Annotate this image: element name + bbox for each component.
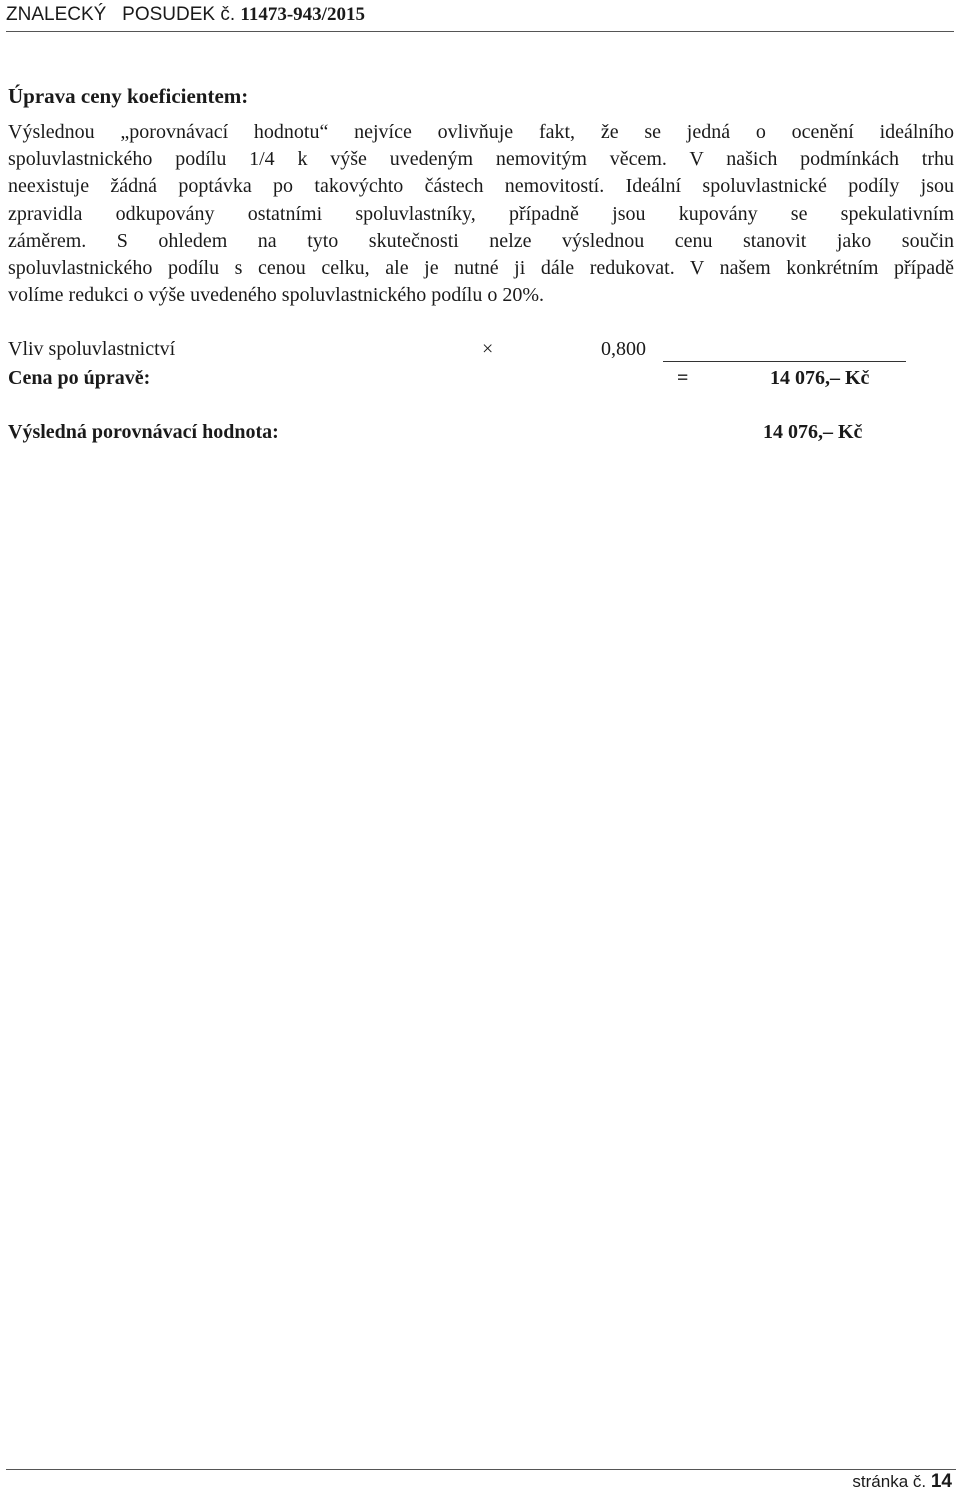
paragraph-line: volíme redukci o výše uvedeného spoluvlastnického podílu o 20%. bbox=[8, 284, 545, 307]
multiply-sign: × bbox=[482, 338, 494, 360]
footer-divider bbox=[6, 1469, 956, 1470]
coefficient-underline bbox=[663, 361, 906, 362]
equals-sign: = bbox=[677, 367, 689, 389]
page-number: 14 bbox=[930, 1471, 952, 1492]
header-title: ZNALECKÝ POSUDEK č. bbox=[6, 4, 236, 25]
paragraph-line: zpravidla odkupovány ostatními spoluvlastníky, případně jsou kupovány se spekulativním bbox=[8, 202, 954, 225]
paragraph-line: spoluvlastnického podílu 1/4 k výše uvedeným nemovitým věcem. V našich podmínkách trhu bbox=[8, 148, 954, 171]
paragraph-line: spoluvlastnického podílu s cenou celku, ale je nutné ji dále redukovat. V našem konkrétním případě bbox=[8, 257, 954, 280]
coefficient-value: 0,800 bbox=[601, 338, 646, 360]
paragraph-line: záměrem. S ohledem na tyto skutečnosti nelze výslednou cenu stanovit jako součin bbox=[8, 229, 954, 252]
header-divider bbox=[6, 31, 954, 32]
coefficient-label: Vliv spoluvlastnictví bbox=[8, 338, 176, 360]
paragraph-line: neexistuje žádná poptávka po takovýchto částech nemovitostí. Ideální spoluvlastnické podíly jsou bbox=[8, 175, 954, 198]
result-label: Výsledná porovnávací hodnota: bbox=[8, 421, 279, 443]
section-paragraph bbox=[8, 119, 954, 309]
page-label: stránka č. bbox=[852, 1472, 927, 1491]
header-document-number: 11473-943/2015 bbox=[240, 4, 365, 25]
adjusted-price-label: Cena po úpravě: bbox=[8, 367, 151, 389]
adjusted-price-value: 14 076,– Kč bbox=[770, 367, 870, 389]
section-title: Úprava ceny koeficientem: bbox=[8, 84, 249, 108]
paragraph-line: Výslednou „porovnávací hodnotu“ nejvíce ovlivňuje fakt, že se jedná o ocenění ideálního bbox=[8, 121, 954, 143]
result-value: 14 076,– Kč bbox=[763, 421, 863, 443]
page-header bbox=[6, 4, 365, 26]
